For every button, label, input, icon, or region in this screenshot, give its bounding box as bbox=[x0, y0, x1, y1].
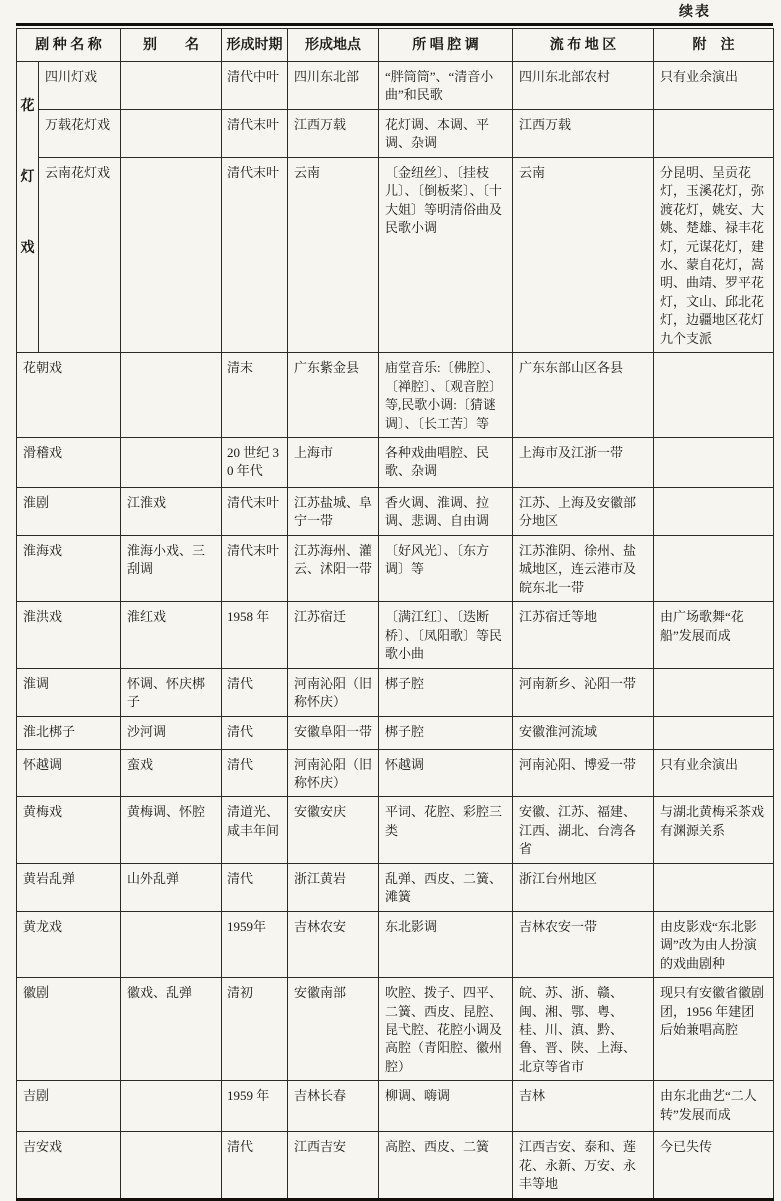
table-row bbox=[17, 668, 774, 716]
cell-note bbox=[654, 438, 774, 488]
cell-period: 清代末叶 bbox=[222, 535, 288, 601]
cell-alias bbox=[121, 109, 222, 157]
cell-region: 广东东部山区各县 bbox=[513, 353, 654, 438]
cell-note bbox=[654, 716, 774, 749]
cell-place: 安徽安庆 bbox=[288, 797, 379, 863]
table-row bbox=[17, 863, 774, 911]
cell-note: 只有业余演出 bbox=[654, 749, 774, 797]
cell-tunes: 梆子腔 bbox=[379, 668, 513, 716]
cell-region: 江西万载 bbox=[513, 109, 654, 157]
cell-period: 清代 bbox=[222, 863, 288, 911]
cell-drama-name: 吉安戏 bbox=[17, 1132, 121, 1199]
cell-drama-name: 淮海戏 bbox=[17, 535, 121, 601]
table-row bbox=[17, 109, 774, 157]
cell-alias bbox=[121, 61, 222, 109]
cell-place: 四川东北部 bbox=[288, 61, 379, 109]
cell-period: 1959 年 bbox=[222, 1081, 288, 1132]
cell-period: 清代 bbox=[222, 668, 288, 716]
cell-period: 清初 bbox=[222, 978, 288, 1081]
cell-note bbox=[654, 668, 774, 716]
cell-period: 清代末叶 bbox=[222, 157, 288, 353]
cell-drama-name: 淮洪戏 bbox=[17, 602, 121, 668]
opera-genres-table bbox=[16, 28, 774, 1201]
cell-drama-name: 万载花灯戏 bbox=[39, 109, 121, 157]
cell-period: 清代中叶 bbox=[222, 61, 288, 109]
cell-alias bbox=[121, 1081, 222, 1132]
cell-region: 江苏淮阴、徐州、盐城地区，连云港市及皖东北一带 bbox=[513, 535, 654, 601]
cell-period: 1959年 bbox=[222, 911, 288, 977]
cell-place: 云南 bbox=[288, 157, 379, 353]
table-row bbox=[17, 157, 774, 353]
cell-region: 江西吉安、泰和、莲花、永新、万安、永丰等地 bbox=[513, 1132, 654, 1199]
cell-drama-name: 黄梅戏 bbox=[17, 797, 121, 863]
cell-place: 江苏盐城、阜宁一带 bbox=[288, 488, 379, 536]
cell-region: 吉林农安一带 bbox=[513, 911, 654, 977]
cell-alias bbox=[121, 911, 222, 977]
cell-region: 江苏宿迁等地 bbox=[513, 602, 654, 668]
table-row bbox=[17, 61, 774, 109]
cell-note: 与湖北黄梅采茶戏有渊源关系 bbox=[654, 797, 774, 863]
table-row bbox=[17, 1132, 774, 1199]
cell-alias bbox=[121, 353, 222, 438]
cell-region: 河南沁阳、博爱一带 bbox=[513, 749, 654, 797]
table-row bbox=[17, 911, 774, 977]
cell-place: 安徽南部 bbox=[288, 978, 379, 1081]
cell-drama-name: 吉剧 bbox=[17, 1081, 121, 1132]
column-header-tunes: 所 唱 腔 调 bbox=[379, 29, 513, 62]
cell-region: 安徽、江苏、福建、江西、湖北、台湾各省 bbox=[513, 797, 654, 863]
table-row bbox=[17, 978, 774, 1081]
cell-drama-name: 徽剧 bbox=[17, 978, 121, 1081]
cell-alias bbox=[121, 1132, 222, 1199]
cell-drama-name: 淮北梆子 bbox=[17, 716, 121, 749]
cell-drama-name: 四川灯戏 bbox=[39, 61, 121, 109]
cell-drama-name: 黄龙戏 bbox=[17, 911, 121, 977]
cell-alias: 淮海小戏、三刮调 bbox=[121, 535, 222, 601]
cell-tunes: 梆子腔 bbox=[379, 716, 513, 749]
cell-drama-name: 怀越调 bbox=[17, 749, 121, 797]
continued-table-label: 续表 bbox=[679, 5, 711, 20]
cell-note: 由皮影戏“东北影调”改为由人扮演的戏曲剧种 bbox=[654, 911, 774, 977]
table-row bbox=[17, 353, 774, 438]
column-header-alias: 别 名 bbox=[121, 29, 222, 62]
cell-drama-name: 黄岩乱弹 bbox=[17, 863, 121, 911]
table-row bbox=[17, 749, 774, 797]
cell-drama-name: 云南花灯戏 bbox=[39, 157, 121, 353]
cell-period: 1958 年 bbox=[222, 602, 288, 668]
cell-alias: 蛮戏 bbox=[121, 749, 222, 797]
cell-drama-name: 滑稽戏 bbox=[17, 438, 121, 488]
table-row bbox=[17, 488, 774, 536]
cell-region: 四川东北部农村 bbox=[513, 61, 654, 109]
cell-tunes: 香火调、淮调、拉调、悲调、自由调 bbox=[379, 488, 513, 536]
cell-note: 由广场歌舞“花船”发展而成 bbox=[654, 602, 774, 668]
header-row bbox=[17, 29, 774, 62]
table-row bbox=[17, 797, 774, 863]
cell-period: 清代 bbox=[222, 1132, 288, 1199]
group-label-flower-lantern-opera bbox=[17, 61, 39, 352]
cell-alias: 淮红戏 bbox=[121, 602, 222, 668]
cell-place: 江西吉安 bbox=[288, 1132, 379, 1199]
cell-place: 江苏宿迁 bbox=[288, 602, 379, 668]
column-header-name: 剧 种 名 称 bbox=[17, 29, 121, 62]
cell-place: 江西万载 bbox=[288, 109, 379, 157]
cell-region: 上海市及江浙一带 bbox=[513, 438, 654, 488]
cell-tunes: 柳调、嗨调 bbox=[379, 1081, 513, 1132]
cell-region: 皖、苏、浙、赣、闽、湘、鄂、粤、桂、川、滇、黔、鲁、晋、陕、上海、北京等省市 bbox=[513, 978, 654, 1081]
table-row bbox=[17, 1081, 774, 1132]
cell-place: 吉林长春 bbox=[288, 1081, 379, 1132]
cell-place: 河南沁阳（旧称怀庆） bbox=[288, 749, 379, 797]
cell-drama-name: 花朝戏 bbox=[17, 353, 121, 438]
cell-place: 浙江黄岩 bbox=[288, 863, 379, 911]
cell-place: 安徽阜阳一带 bbox=[288, 716, 379, 749]
cell-tunes: 各种戏曲唱腔、民歌、杂调 bbox=[379, 438, 513, 488]
cell-alias: 黄梅调、怀腔 bbox=[121, 797, 222, 863]
column-header-region: 流 布 地 区 bbox=[513, 29, 654, 62]
cell-note bbox=[654, 488, 774, 536]
group-char: 戏 bbox=[20, 240, 35, 256]
cell-place: 上海市 bbox=[288, 438, 379, 488]
cell-region: 江苏、上海及安徽部分地区 bbox=[513, 488, 654, 536]
cell-tunes: 花灯调、本调、平调、杂调 bbox=[379, 109, 513, 157]
cell-tunes: 乱弹、西皮、二簧、滩簧 bbox=[379, 863, 513, 911]
group-char: 花 bbox=[20, 99, 35, 115]
column-header-period: 形成时期 bbox=[222, 29, 288, 62]
cell-tunes: 怀越调 bbox=[379, 749, 513, 797]
cell-tunes: 东北影调 bbox=[379, 911, 513, 977]
cell-drama-name: 淮剧 bbox=[17, 488, 121, 536]
cell-tunes: 高腔、西皮、二簧 bbox=[379, 1132, 513, 1199]
cell-note: 现只有安徽省徽剧团，1956 年建团后始兼唱高腔 bbox=[654, 978, 774, 1081]
cell-alias: 沙河调 bbox=[121, 716, 222, 749]
cell-alias bbox=[121, 438, 222, 488]
cell-tunes: 吹腔、拨子、四平、二簧、西皮、昆腔、昆弋腔、花腔小调及高腔（青阳腔、徽州腔） bbox=[379, 978, 513, 1081]
cell-tunes: “胖筒筒”、“清音小曲”和民歌 bbox=[379, 61, 513, 109]
cell-period: 清道光、咸丰年间 bbox=[222, 797, 288, 863]
cell-region: 浙江台州地区 bbox=[513, 863, 654, 911]
group-char: 灯 bbox=[20, 169, 35, 185]
cell-note: 只有业余演出 bbox=[654, 61, 774, 109]
cell-tunes: 〔满江红〕、〔迭断桥〕、〔凤阳歌〕等民歌小曲 bbox=[379, 602, 513, 668]
cell-note: 由东北曲艺“二人转”发展而成 bbox=[654, 1081, 774, 1132]
cell-region: 安徽淮河流域 bbox=[513, 716, 654, 749]
cell-tunes: 平词、花腔、彩腔三类 bbox=[379, 797, 513, 863]
cell-alias: 徽戏、乱弹 bbox=[121, 978, 222, 1081]
cell-place: 广东紫金县 bbox=[288, 353, 379, 438]
cell-place: 江苏海州、灌云、沭阳一带 bbox=[288, 535, 379, 601]
table-row bbox=[17, 602, 774, 668]
cell-place: 河南沁阳（旧称怀庆） bbox=[288, 668, 379, 716]
table-row bbox=[17, 438, 774, 488]
cell-note: 分昆明、呈贡花灯，玉溪花灯，弥渡花灯，姚安、大姚、楚雄、禄丰花灯，元谋花灯，建水、蒙自花灯，嵩明、曲靖、罗平花灯，文山、邱北花灯，边疆地区花灯九个支派 bbox=[654, 157, 774, 353]
cell-tunes: 〔好风光〕、〔东方调〕等 bbox=[379, 535, 513, 601]
cell-period: 清末 bbox=[222, 353, 288, 438]
table-row bbox=[17, 716, 774, 749]
cell-tunes: 〔金纽丝〕、〔挂枝儿〕、〔倒板桨〕、〔十大姐〕等明清俗曲及民歌小调 bbox=[379, 157, 513, 353]
cell-place: 吉林农安 bbox=[288, 911, 379, 977]
cell-note bbox=[654, 353, 774, 438]
cell-tunes: 庙堂音乐:〔佛腔〕、〔禅腔〕、〔观音腔〕等,民歌小调:〔猜谜调〕、〔长工苦〕等 bbox=[379, 353, 513, 438]
cell-region: 吉林 bbox=[513, 1081, 654, 1132]
cell-period: 清代 bbox=[222, 749, 288, 797]
table-top-rule bbox=[16, 23, 773, 1201]
cell-alias: 江淮戏 bbox=[121, 488, 222, 536]
cell-note bbox=[654, 863, 774, 911]
cell-period: 20 世纪 30 年代 bbox=[222, 438, 288, 488]
column-header-note: 附 注 bbox=[654, 29, 774, 62]
cell-note: 今已失传 bbox=[654, 1132, 774, 1199]
cell-period: 清代 bbox=[222, 716, 288, 749]
cell-region: 云南 bbox=[513, 157, 654, 353]
cell-note bbox=[654, 109, 774, 157]
table-row bbox=[17, 535, 774, 601]
cell-period: 清代末叶 bbox=[222, 109, 288, 157]
column-header-place: 形成地点 bbox=[288, 29, 379, 62]
cell-drama-name: 淮调 bbox=[17, 668, 121, 716]
cell-period: 清代末叶 bbox=[222, 488, 288, 536]
cell-region: 河南新乡、沁阳一带 bbox=[513, 668, 654, 716]
cell-note bbox=[654, 535, 774, 601]
cell-alias: 怀调、怀庆梆子 bbox=[121, 668, 222, 716]
cell-alias bbox=[121, 157, 222, 353]
cell-alias: 山外乱弹 bbox=[121, 863, 222, 911]
